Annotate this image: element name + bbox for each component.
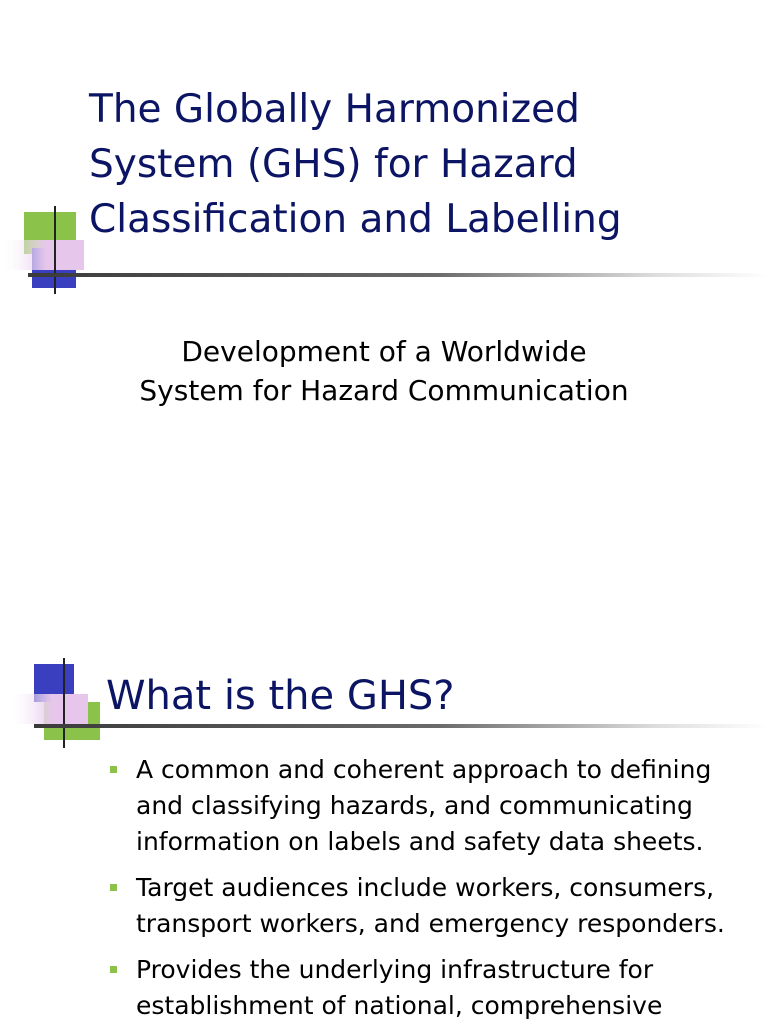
- content-slide: [0, 640, 768, 1024]
- square-bullet-icon: [110, 966, 117, 973]
- slide-subtitle: Development of a Worldwide System for Hazard Communication: [139, 335, 629, 407]
- bullet-text: A common and coherent approach to defining and classifying hazards, and communicating information on labels and safety data sheets.: [136, 755, 712, 856]
- slide-title: What is the GHS?: [106, 673, 455, 719]
- list-item: [108, 870, 758, 942]
- title-underline: [28, 273, 768, 277]
- title-underline: [34, 724, 768, 728]
- square-bullet-icon: [110, 766, 117, 773]
- square-bullet-icon: [110, 884, 117, 891]
- slide-title: The Globally Harmonized System (GHS) for Hazard Classification and Labelling: [89, 87, 622, 242]
- list-item: [108, 952, 758, 1024]
- bullet-text: Provides the underlying infrastructure for establishment of national, comprehensive: [136, 955, 663, 1020]
- list-item: [108, 752, 758, 860]
- bullet-text: Target audiences include workers, consumers, transport workers, and emergency responders.: [136, 873, 725, 938]
- bullet-list: [108, 752, 758, 1024]
- corner-squares-decoration: [0, 654, 110, 754]
